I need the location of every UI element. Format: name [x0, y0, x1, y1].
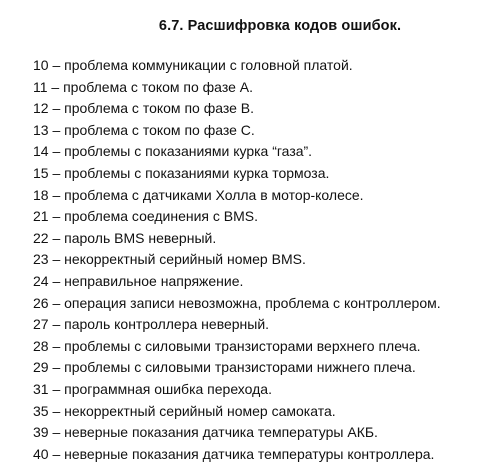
error-code-list [33, 55, 441, 465]
error-code-item: 13 – проблема с током по фазе С. [33, 121, 255, 138]
error-code-item: 22 – пароль BMS неверный. [33, 229, 217, 246]
error-code-item: 26 – операция записи невозможна, проблема с контроллером. [33, 294, 441, 311]
error-code-item: 40 – неверные показания датчика температуры контроллера. [33, 445, 435, 462]
error-code-item: 27 – пароль контроллера неверный. [33, 316, 270, 333]
error-code-item: 39 – неверные показания датчика температуры АКБ. [33, 424, 378, 441]
error-code-item: 15 – проблемы с показаниями курка тормоза. [33, 164, 330, 181]
section-heading: 6.7. Расшифровка кодов ошибок. [158, 18, 402, 34]
error-code-item: 24 – неправильное напряжение. [33, 272, 244, 289]
error-code-item: 35 – некорректный серийный номер самоката. [33, 402, 336, 419]
error-code-item: 18 – проблема с датчиками Холла в мотор-колесе. [33, 186, 364, 203]
error-code-item: 23 – некорректный серийный номер BMS. [33, 251, 306, 268]
error-code-item: 21 – проблема соединения с BMS. [33, 208, 259, 225]
error-code-item: 11 – проблема с током по фазе А. [33, 78, 253, 95]
error-code-item: 14 – проблемы с показаниями курка “газа”. [33, 143, 313, 160]
error-code-item: 10 – проблема коммуникации с головной платой. [33, 57, 353, 73]
error-code-item: 28 – проблемы с силовыми транзисторами верхнего плеча. [33, 337, 421, 354]
error-code-item: 12 – проблема с током по фазе В. [33, 100, 255, 117]
error-code-item: 31 – программная ошибка перехода. [33, 380, 272, 397]
error-code-item: 29 – проблемы с силовыми транзисторами нижнего плеча. [33, 359, 416, 376]
